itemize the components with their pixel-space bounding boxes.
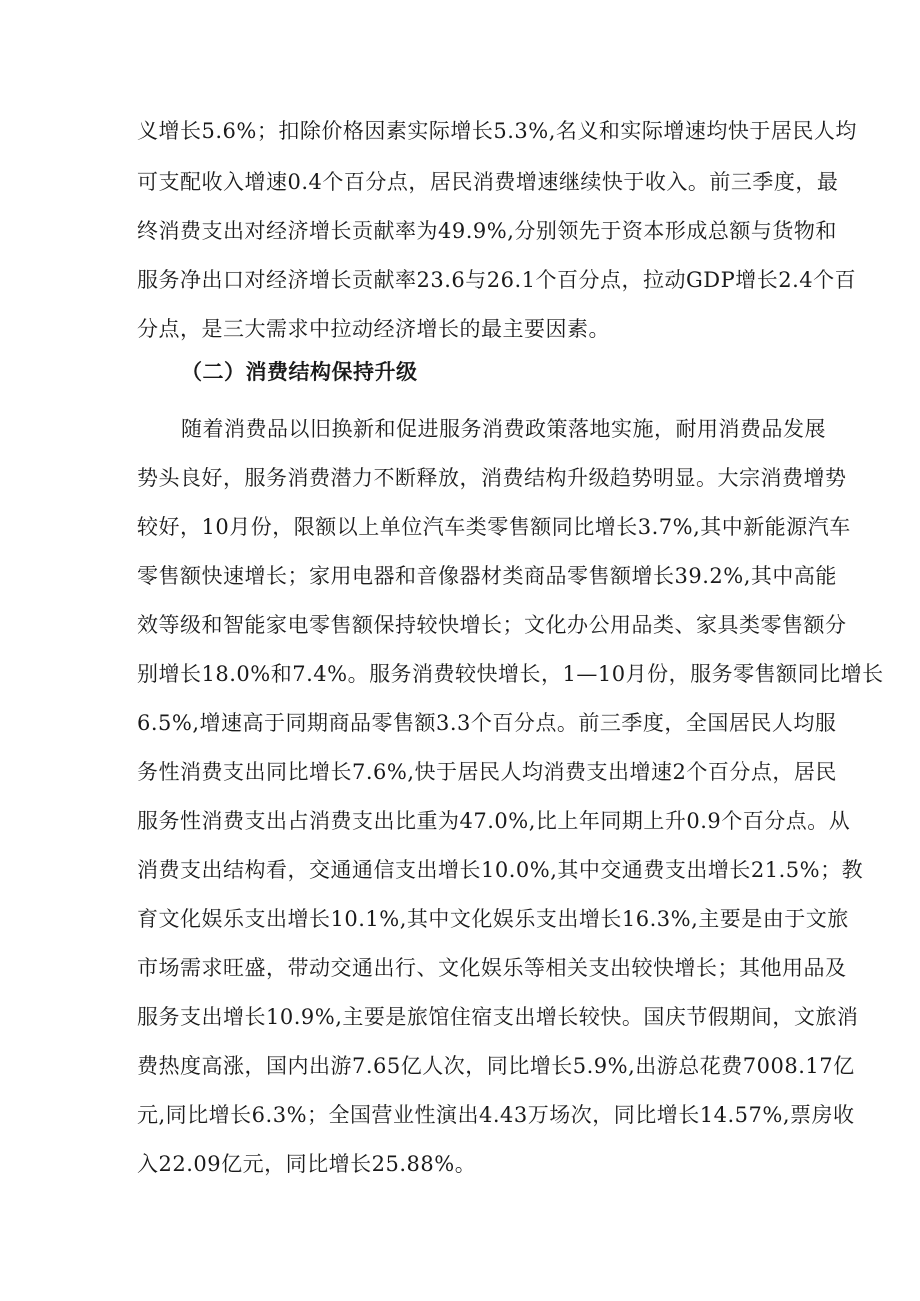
paragraph-2-line: 务性消费支出同比增长7.6%,快于居民人均消费支出增速2个百分点，居民: [137, 760, 837, 784]
paragraph-1-line: 可支配收入增速0.4个百分点，居民消费增速继续快于收入。前三季度，最: [137, 170, 839, 194]
paragraph-2-line: 效等级和智能家电零售额保持较快增长；文化办公用品类、家具类零售额分: [137, 613, 847, 637]
paragraph-2-line: 入22.09亿元，同比增长25.88%。: [137, 1152, 477, 1176]
paragraph-2-line: 育文化娱乐支出增长10.1%,其中文化娱乐支出增长16.3%,主要是由于文旅: [137, 907, 849, 931]
paragraph-2-line: 费热度高涨，国内出游7.65亿人次，同比增长5.9%,出游总花费7008.17亿: [137, 1054, 855, 1078]
paragraph-1-line: 服务净出口对经济增长贡献率23.6与26.1个百分点，拉动GDP增长2.4个百: [137, 268, 857, 292]
paragraph-2-line: 别增长18.0%和7.4%。服务消费较快增长，1—10月份，服务零售额同比增长: [137, 662, 884, 686]
section-heading: （二）消费结构保持升级: [181, 359, 418, 384]
paragraph-2-line: 消费支出结构看，交通通信支出增长10.0%,其中交通费支出增长21.5%；教: [137, 858, 864, 882]
paragraph-2-line: 市场需求旺盛，带动交通出行、文化娱乐等相关支出较快增长；其他用品及: [137, 956, 847, 980]
paragraph-1-line: 终消费支出对经济增长贡献率为49.9%,分别领先于资本形成总额与货物和: [137, 219, 837, 243]
paragraph-2-line: 零售额快速增长；家用电器和音像器材类商品零售额增长39.2%,其中高能: [137, 564, 837, 588]
paragraph-2-line: 服务支出增长10.9%,主要是旅馆住宿支出增长较快。国庆节假期间，文旅消: [137, 1005, 859, 1029]
paragraph-2-line: 势头良好，服务消费潜力不断释放，消费结构升级趋势明显。大宗消费增势: [137, 466, 847, 490]
paragraph-1-line: 分点，是三大需求中拉动经济增长的最主要因素。: [137, 317, 610, 341]
paragraph-2-line: 较好，10月份，限额以上单位汽车类零售额同比增长3.7%,其中新能源汽车: [137, 515, 851, 539]
paragraph-2-line: 6.5%,增速高于同期商品零售额3.3个百分点。前三季度，全国居民人均服: [137, 711, 837, 735]
paragraph-2-line: 服务性消费支出占消费支出比重为47.0%,比上年同期上升0.9个百分点。从: [137, 809, 851, 833]
paragraph-1-line: 义增长5.6%；扣除价格因素实际增长5.3%,名义和实际增速均快于居民人均: [137, 119, 857, 143]
paragraph-2-line: 元,同比增长6.3%；全国营业性演出4.43万场次，同比增长14.57%,票房收: [137, 1103, 855, 1127]
paragraph-2-line: 随着消费品以旧换新和促进服务消费政策落地实施，耐用消费品发展: [181, 417, 826, 441]
